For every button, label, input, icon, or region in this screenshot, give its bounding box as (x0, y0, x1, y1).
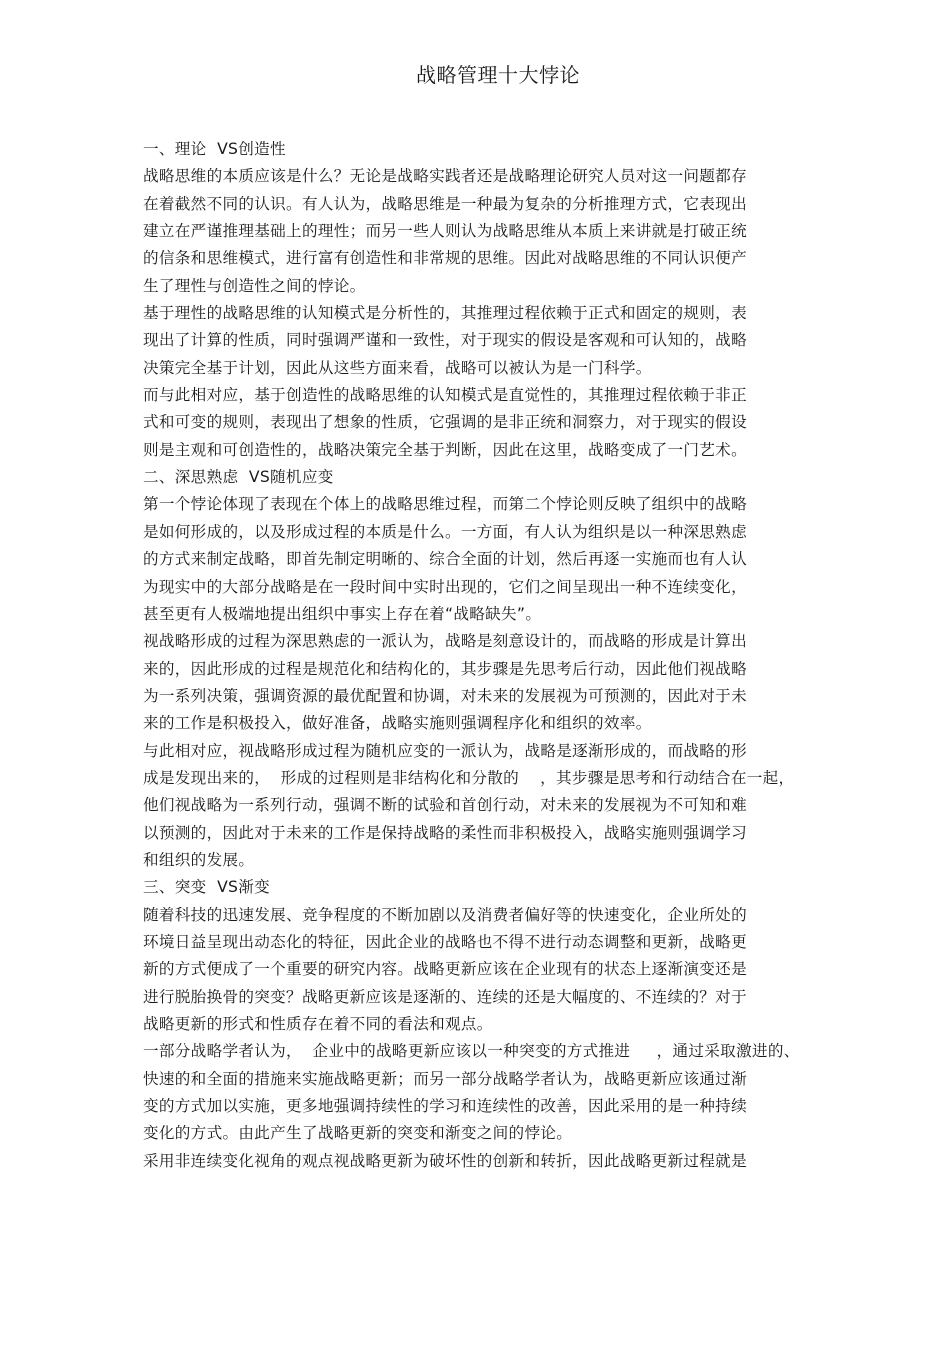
text-line: 与此相对应，视战略形成过程为随机应变的一派认为，战略是逐渐形成的，而战略的形 (143, 741, 747, 760)
text-line: 第一个悖论体现了表现在个体上的战略思维过程，而第二个悖论则反映了组织中的战略 (143, 495, 747, 514)
text-line: 是如何形成的，以及形成过程的本质是什么。一方面，有人认为组织是以一种深思熟虑 (143, 522, 747, 541)
text-line: 变的方式加以实施，更多地强调持续性的学习和连续性的改善，因此采用的是一种持续 (143, 1097, 747, 1116)
text-line: 进行脱胎换骨的突变？战略更新应该是逐渐的、连续的还是大幅度的、不连续的？对于 (143, 987, 747, 1006)
text-line: 式和可变的规则，表现出了想象的性质，它强调的是非正统和洞察力，对于现实的假设 (143, 413, 747, 432)
text-line: 在着截然不同的认识。有人认为，战略思维是一种最为复杂的分析推理方式，它表现出 (143, 194, 747, 213)
text-line: 的信条和思维模式，进行富有创造性和非常规的思维。因此对战略思维的不同认识便产 (143, 249, 747, 268)
text-line: 战略更新的形式和性质存在着不同的看法和观点。 (143, 1015, 493, 1033)
text-line: 则是主观和可创造性的，战略决策完全基于判断，因此在这里，战略变成了一门艺术。 (143, 440, 747, 459)
text-line: 三、突变 VS渐变 (143, 878, 271, 897)
text-line: 为现实中的大部分战略是在一段时间中实时出现的，它们之间呈现出一种不连续变化， (143, 577, 747, 596)
document-body (143, 136, 878, 1175)
text-line: 视战略形成的过程为深思熟虑的一派认为，战略是刻意设计的，而战略的形成是计算出 (143, 632, 747, 651)
text-line: 而与此相对应，基于创造性的战略思维的认知模式是直觉性的，其推理过程依赖于非正 (143, 386, 747, 405)
text-line: 环境日益呈现出动态化的特征，因此企业的战略也不得不进行动态调整和更新，战略更 (143, 932, 747, 951)
text-line: 建立在严谨推理基础上的理性；而另一些人则认为战略思维从本质上来讲就是打破正统 (143, 222, 747, 241)
text-line: 的方式来制定战略，即首先制定明晰的、综合全面的计划，然后再逐一实施而也有人认 (143, 550, 747, 569)
text-line: 二、深思熟虑 VS随机应变 (143, 468, 334, 487)
text-line: 成是发现出来的， 形成的过程则是非结构化和分散的 ，其步骤是思考和行动结合在一起， (143, 768, 795, 787)
text-line: 新的方式便成了一个重要的研究内容。战略更新应该在企业现有的状态上逐渐演变还是 (143, 960, 747, 979)
text-line: 和组织的发展。 (143, 850, 255, 869)
text-line: 甚至更有人极端地提出组织中事实上存在着“战略缺失”。 (143, 604, 542, 623)
text-line: 快速的和全面的措施来实施战略更新；而另一部分战略学者认为，战略更新应该通过渐 (143, 1069, 747, 1088)
text-line: 一、理论 VS创造性 (143, 140, 286, 158)
text-line: 为一系列决策，强调资源的最优配置和协调，对未来的发展视为可预测的，因此对于未 (143, 686, 747, 705)
text-line: 决策完全基于计划，因此从这些方面来看，战略可以被认为是一门科学。 (143, 358, 652, 377)
text-line: 变化的方式。由此产生了战略更新的突变和渐变之间的悖论。 (143, 1124, 573, 1143)
text-line: 基于理性的战略思维的认知模式是分析性的，其推理过程依赖于正式和固定的规则，表 (143, 304, 747, 323)
text-line: 来的工作是积极投入，做好准备，战略实施则强调程序化和组织的效率。 (143, 714, 652, 733)
text-line: 以预测的，因此对于未来的工作是保持战略的柔性而非积极投入，战略实施则强调学习 (143, 823, 747, 842)
text-line: 采用非连续变化视角的观点视战略更新为破坏性的创新和转折，因此战略更新过程就是 (143, 1151, 747, 1170)
text-line: 来的，因此形成的过程是规范化和结构化的，其步骤是先思考后行动，因此他们视战略 (143, 659, 747, 678)
text-line: 现出了计算的性质，同时强调严谨和一致性，对于现实的假设是客观和可认知的，战略 (143, 331, 747, 350)
text-line: 他们视战略为一系列行动，强调不断的试验和首创行动，对未来的发展视为不可知和难 (143, 796, 747, 815)
text-line: 随着科技的迅速发展、竞争程度的不断加剧以及消费者偏好等的快速变化，企业所处的 (143, 905, 747, 924)
text-line: 生了理性与创造性之间的悖论。 (143, 276, 366, 295)
text-line: 一部分战略学者认为， 企业中的战略更新应该以一种突变的方式推进 ，通过采取激进的、 (143, 1042, 800, 1061)
text-line: 战略思维的本质应该是什么？无论是战略实践者还是战略理论研究人员对这一问题都存 (143, 167, 747, 186)
document-title: 战略管理十大悖论 (416, 63, 580, 87)
